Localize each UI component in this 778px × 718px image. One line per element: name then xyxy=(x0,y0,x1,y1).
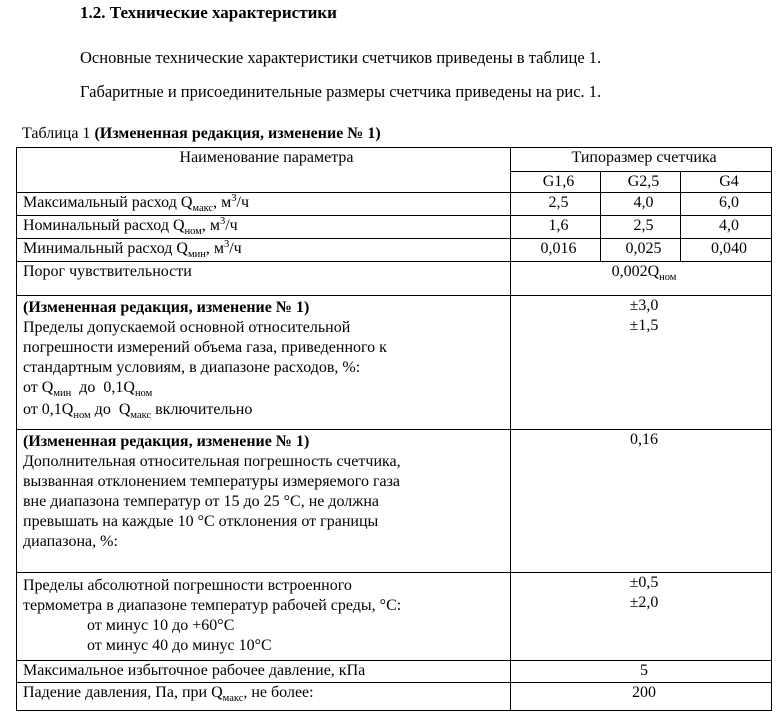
header-size-group: Типоразмер счетчика xyxy=(511,148,772,172)
min-flow-g4: 0,040 xyxy=(681,239,772,262)
additional-error-value: 0,16 xyxy=(511,430,772,573)
header-size-g4: G4 xyxy=(681,172,772,193)
row-label-basic-error: (Измененная редакция, изменение № 1) Пределы допускаемой основной относительной погрешности измерений объема газа, приведенного к стандартным условиям, в диапазоне расходов, %: от $Q_{мин}$ до $0,1Q_{ном}$ от $0,1Q_{ном}$ до $Q_{макс}$ включительно xyxy=(17,296,511,430)
table-row xyxy=(17,573,772,661)
row-label-max-pressure: Максимальное избыточное рабочее давление, кПа xyxy=(17,661,511,683)
table-row xyxy=(17,262,772,296)
header-parameter-name: Наименование параметра xyxy=(17,148,511,193)
specifications-table xyxy=(16,147,772,711)
intro-paragraph-table-ref: Основные технические характеристики счетчиков приведены в таблице 1. xyxy=(80,48,602,67)
table-caption-note: (Измененная редакция, изменение № 1) xyxy=(94,125,381,142)
table-caption xyxy=(22,125,381,143)
max-pressure-value: 5 xyxy=(511,661,772,683)
row-label-additional-error: (Измененная редакция, изменение № 1) Дополнительная относительная погрешность счетчика, вызванная отклонением температуры измеряемого газа вне диапазона температур от 15 до 25 °С, не должна превышать на каждые 10 °С отклонения от границы диапазона, %: xyxy=(17,430,511,573)
table-row xyxy=(17,296,772,430)
row-label-pressure-drop: Падение давления, Па, при $Q_{макс}$, не более: xyxy=(17,683,511,711)
max-flow-g25: 4,0 xyxy=(601,193,681,216)
table-row xyxy=(17,661,772,683)
header-size-g25: G2,5 xyxy=(601,172,681,193)
header-size-g16: G1,6 xyxy=(511,172,601,193)
row-label-nominal-flow: Номинальный расход $Q_{ном}$, $м^3/ч$ xyxy=(17,216,511,239)
nominal-flow-g25: 2,5 xyxy=(601,216,681,239)
max-flow-g4: 6,0 xyxy=(681,193,772,216)
table-row xyxy=(17,430,772,573)
pressure-drop-value: 200 xyxy=(511,683,772,711)
thermometer-value-range2: ±2,0 xyxy=(629,594,659,611)
basic-error-values xyxy=(511,296,772,430)
basic-error-value-low-range: ±3,0 xyxy=(629,297,659,314)
basic-error-value-high-range: ±1,5 xyxy=(629,317,659,334)
table-row xyxy=(17,683,772,711)
sensitivity-threshold-value: $0,002Q_{ном}$ xyxy=(511,262,772,296)
amendment-note: (Измененная редакция, изменение № 1) xyxy=(23,299,310,316)
amendment-note: (Измененная редакция, изменение № 1) xyxy=(23,433,310,450)
thermometer-error-values xyxy=(511,573,772,661)
table-row xyxy=(17,216,772,239)
thermometer-value-range1: ±0,5 xyxy=(629,574,659,591)
row-label-thermometer-error: Пределы абсолютной погрешности встроенного термометра в диапазоне температур рабочей среды, °С: от минус 10 до +60°С от минус 40 до минус 10°С xyxy=(17,573,511,661)
table-caption-label: Таблица 1 xyxy=(22,125,91,142)
min-flow-g16: 0,016 xyxy=(511,239,601,262)
intro-paragraph-figure-ref: Габаритные и присоединительные размеры счетчика приведены на рис. 1. xyxy=(80,82,602,101)
min-flow-g25: 0,025 xyxy=(601,239,681,262)
table-row xyxy=(17,239,772,262)
row-label-min-flow: Минимальный расход $Q_{мин}$, $м^3/ч$ xyxy=(17,239,511,262)
nominal-flow-g16: 1,6 xyxy=(511,216,601,239)
nominal-flow-g4: 4,0 xyxy=(681,216,772,239)
row-label-sensitivity-threshold: Порог чувствительности xyxy=(17,262,511,296)
section-heading: 1.2. Технические характеристики xyxy=(80,3,337,22)
row-label-max-flow: Максимальный расход $Q_{макс}$, $м^3/ч$ xyxy=(17,193,511,216)
table-row xyxy=(17,193,772,216)
max-flow-g16: 2,5 xyxy=(511,193,601,216)
